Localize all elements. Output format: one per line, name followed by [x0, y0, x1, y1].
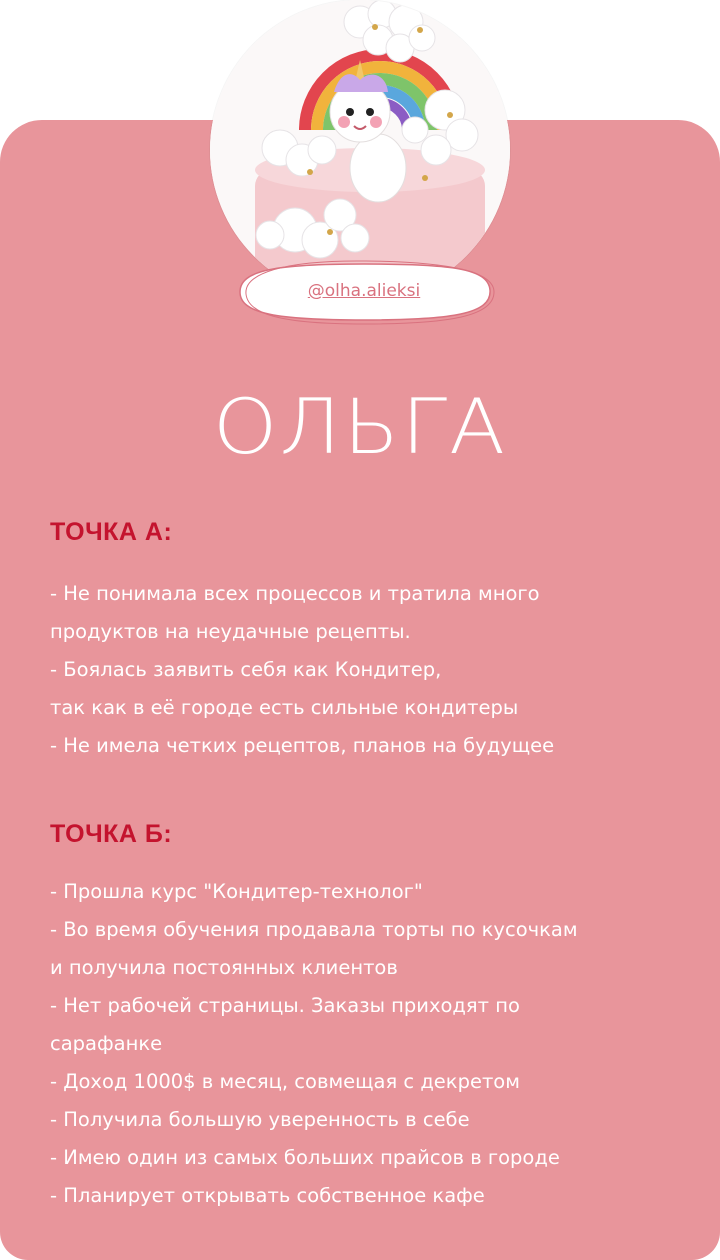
instagram-handle-link[interactable]: @olha.alieksi: [307, 281, 421, 301]
point-a-line: продуктов на неудачные рецепты.: [50, 620, 411, 643]
point-a-line: - Не имела четких рецептов, планов на будущее: [50, 734, 555, 757]
point-a-line: - Боялась заявить себя как Кондитер,: [50, 658, 442, 681]
point-b-line: - Прошла курс "Кондитер-технолог": [50, 880, 423, 903]
point-a-line: так как в её городе есть сильные кондитеры: [50, 696, 519, 719]
point-b-heading: ТОЧКА Б:: [50, 820, 173, 848]
point-b-line: - Планирует открывать собственное кафе: [50, 1184, 485, 1207]
point-a-heading: ТОЧКА А:: [50, 518, 173, 546]
point-b-line: - Имею один из самых больших прайсов в городе: [50, 1146, 560, 1169]
point-a-line: - Не понимала всех процессов и тратила много: [50, 582, 540, 605]
point-b-line: - Получила большую уверенность в себе: [50, 1108, 470, 1131]
point-a-list: [50, 575, 554, 765]
point-b-list: [50, 873, 578, 1215]
point-b-line: и получила постоянных клиентов: [50, 956, 398, 979]
point-b-line: - Во время обучения продавала торты по кусочкам: [50, 918, 578, 941]
point-b-line: - Доход 1000$ в месяц, совмещая с декретом: [50, 1070, 520, 1093]
point-b-line: сарафанке: [50, 1032, 163, 1055]
instagram-handle-badge[interactable]: [226, 252, 502, 330]
point-b-line: - Нет рабочей страницы. Заказы приходят по: [50, 994, 520, 1017]
person-name: ОЛЬГА: [212, 383, 508, 472]
